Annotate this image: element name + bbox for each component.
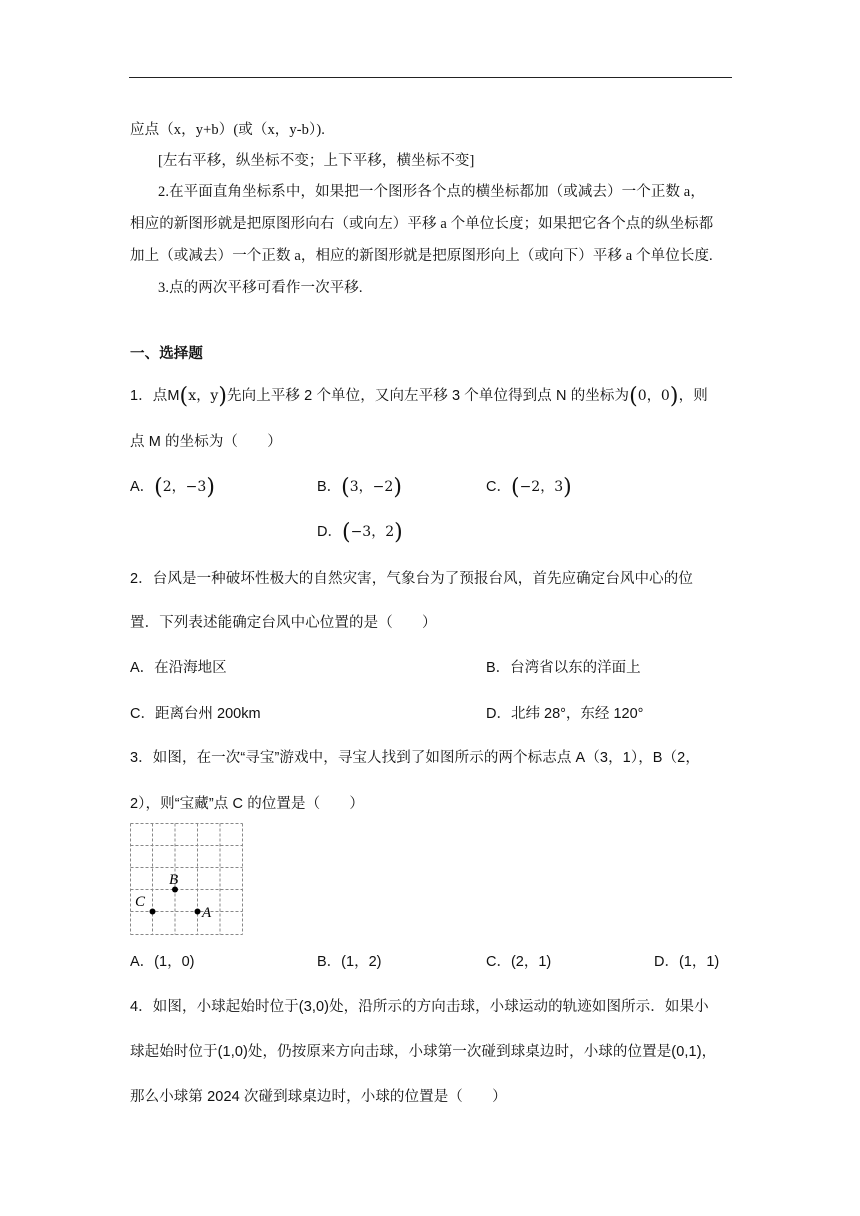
q1-option-d-value: −3，2 xyxy=(350,524,395,540)
paren-open: ( xyxy=(510,475,520,500)
q3-line-1: 3．如图，在一次“寻宝”游戏中，寻宝人找到了如图所示的两个标志点 A（3，1），B（2， xyxy=(130,750,700,766)
q1-option-d-label: D． xyxy=(317,524,342,540)
paren-open: ( xyxy=(629,384,638,409)
q1-option-c-label: C． xyxy=(486,479,511,495)
q2-option-a: A．在沿海地区 xyxy=(130,660,227,676)
q3-option-b: B．(1，2) xyxy=(317,954,382,970)
q2-option-d: D．北纬 28°，东经 120° xyxy=(486,706,644,722)
paren-close: ) xyxy=(669,384,679,409)
q3-grid-figure xyxy=(130,823,243,935)
intro-line-1: 应点（x，y+b）(或（x，y-b）). xyxy=(130,122,326,138)
label-c: C xyxy=(135,894,146,910)
intro-line-3: 2.在平面直角坐标系中，如果把一个图形各个点的横坐标都加（或减去）一个正数 a， xyxy=(158,184,705,200)
q4-line-1: 4．如图，小球起始时位于(3,0)处，沿所示的方向击球，小球运动的轨迹如图所示．如果小 xyxy=(130,999,709,1015)
paren-open: ( xyxy=(154,475,163,500)
paren-close: ) xyxy=(394,520,403,545)
paren-open: ( xyxy=(341,520,351,545)
label-a: A xyxy=(202,905,212,921)
q2-line-2: 置．下列表述能确定台风中心位置的是（ ） xyxy=(130,615,437,631)
q2-option-c: C．距离台州 200km xyxy=(130,706,261,722)
q2-line-1: 2．台风是一种破坏性极大的自然灾害，气象台为了预报台风，首先应确定台风中心的位 xyxy=(130,571,693,587)
q3-line-2: 2），则“宝藏”点 C 的位置是（ ） xyxy=(130,796,364,812)
intro-line-4: 相应的新图形就是把原图形向右（或向左）平移 a 个单位长度；如果把它各个点的纵坐标都 xyxy=(130,216,714,232)
q2-option-b: B．台湾省以东的洋面上 xyxy=(486,660,641,676)
q1-text-b: ，则 xyxy=(678,388,708,404)
q1-option-b-value: 3，−2 xyxy=(349,479,394,495)
intro-line-5: 加上（或减去）一个正数 a，相应的新图形就是把原图形向上（或向下）平移 a 个单位长度. xyxy=(130,248,713,264)
grid-lines xyxy=(131,824,243,935)
point-a xyxy=(195,909,201,915)
q1-option-b xyxy=(317,475,402,500)
q3-option-c: C．(2，1) xyxy=(486,954,552,970)
q1-line-1 xyxy=(130,384,708,409)
q1-option-b-label: B． xyxy=(317,479,342,495)
q1-point-n: 0，0 xyxy=(637,388,670,404)
q1-number: 1．点M xyxy=(130,388,180,404)
q1-line-2: 点 M 的坐标为（ ） xyxy=(130,434,282,450)
q1-point-m: x，y xyxy=(188,388,219,404)
intro-line-6: 3.点的两次平移可看作一次平移. xyxy=(158,280,363,296)
paren-close: ) xyxy=(393,475,402,500)
q1-option-a-label: A． xyxy=(130,479,155,495)
q1-option-d xyxy=(317,520,403,545)
q1-option-c-value: −2，3 xyxy=(519,479,564,495)
paren-close: ) xyxy=(206,475,215,500)
section-title: 一、选择题 xyxy=(130,346,203,362)
q3-option-d: D．(1，1) xyxy=(654,954,720,970)
paren-close: ) xyxy=(218,384,228,409)
intro-line-2: [左右平移，纵坐标不变；上下平移，横坐标不变] xyxy=(158,153,475,169)
paren-open: ( xyxy=(179,384,189,409)
q4-line-2: 球起始时位于(1,0)处，仍按原来方向击球，小球第一次碰到球桌边时，小球的位置是(0,1)， xyxy=(130,1044,717,1060)
q1-text-a: 先向上平移 2 个单位，又向左平移 3 个单位得到点 N 的坐标为 xyxy=(227,388,630,404)
q4-line-3: 那么小球第 2024 次碰到球桌边时，小球的位置是（ ） xyxy=(130,1089,507,1105)
label-b: B xyxy=(169,872,179,888)
q1-option-c xyxy=(486,475,572,500)
point-c xyxy=(150,909,156,915)
header-rule xyxy=(129,77,732,78)
paren-close: ) xyxy=(563,475,572,500)
q1-option-a-value: 2，−3 xyxy=(162,479,207,495)
q3-option-a: A．(1，0) xyxy=(130,954,195,970)
paren-open: ( xyxy=(341,475,350,500)
q1-option-a xyxy=(130,475,215,500)
